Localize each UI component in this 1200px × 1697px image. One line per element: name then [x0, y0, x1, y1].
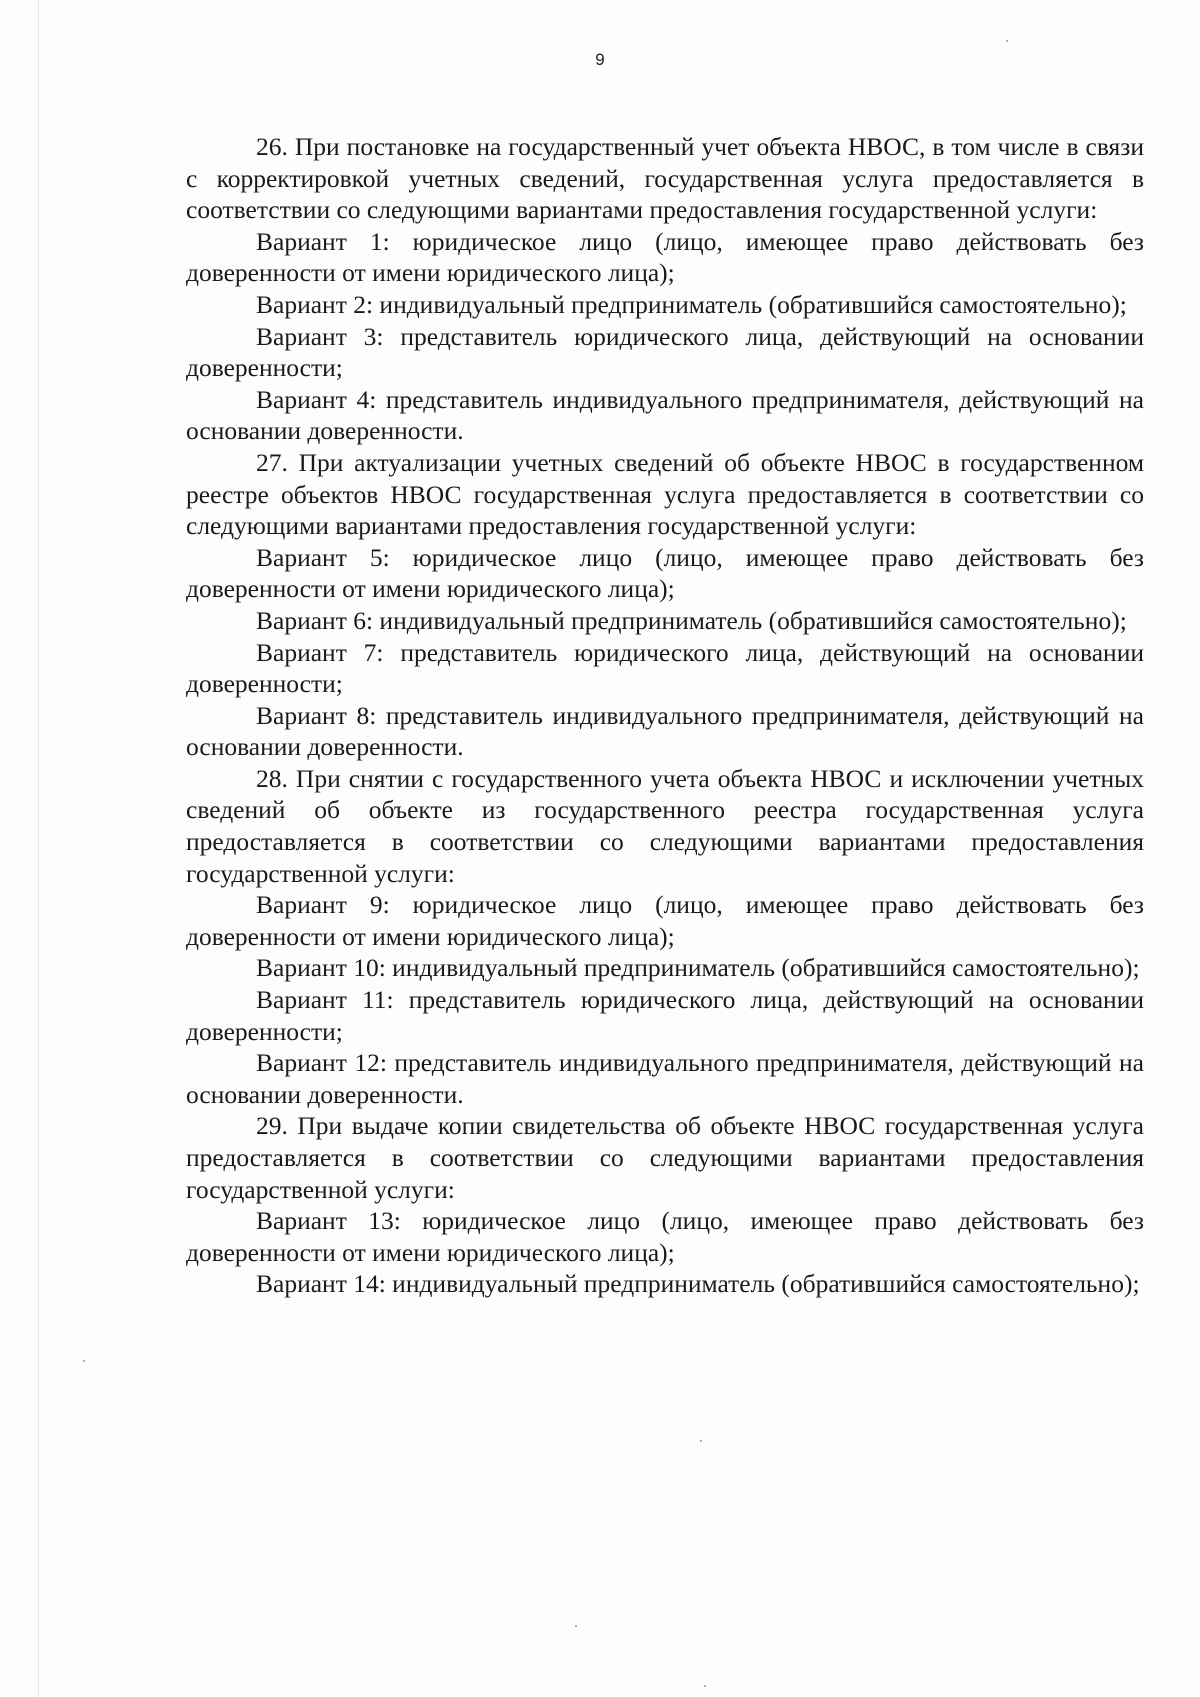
variant-14: Вариант 14: индивидуальный предприниматель (обратившийся самостоятельно); [256, 1269, 1140, 1299]
page-number: 9 [595, 50, 605, 69]
variant-3: Вариант 3: представитель юридического лица, действующий на основании доверенности; [186, 321, 1144, 383]
variant-5: Вариант 5: юридическое лицо (лицо, имеющее право действовать без доверенности от имени юридического лица); [186, 542, 1144, 604]
scan-speck [1006, 40, 1008, 42]
variant-2: Вариант 2: индивидуальный предприниматель (обратившийся самостоятельно); [256, 289, 1127, 319]
paragraph-28: 28. При снятии с государственного учета объекта НВОС и исключении учетных сведений об объекте из государственного реестра государственная услуга предоставляется в соответствии со следующими вариантами предоставления государственной услуги: [186, 763, 1144, 888]
variant-10: Вариант 10: индивидуальный предприниматель (обратившийся самостоятельно); [256, 953, 1140, 983]
variant-9: Вариант 9: юридическое лицо (лицо, имеющее право действовать без доверенности от имени юридического лица); [186, 890, 1144, 951]
variant-11: Вариант 11: представитель юридического лица, действующий на основании доверенности; [186, 985, 1144, 1046]
variant-8: Вариант 8: представитель индивидуального предпринимателя, действующий на основании доверенности. [186, 700, 1144, 762]
variant-13: Вариант 13: юридическое лицо (лицо, имеющее право действовать без доверенности от имени юридического лица); [186, 1206, 1144, 1267]
variant-12: Вариант 12: представитель индивидуального предпринимателя, действующий на основании доверенности. [186, 1048, 1144, 1109]
scan-speck [83, 1360, 85, 1362]
variant-4: Вариант 4: представитель индивидуального предпринимателя, действующий на основании доверенности. [186, 384, 1144, 446]
paragraph-27: 27. При актуализации учетных сведений об объекте НВОС в государственном реестре объектов НВОС государственная услуга предоставляется в соответствии со следующими вариантами предоставления государственной услуги: [186, 447, 1144, 541]
paragraph-26: 26. При постановке на государственный учет объекта НВОС, в том числе в связи с корректировкой учетных сведений, государственная услуга предоставляется в соответствии со следующими вариантами предоставления государственной услуги: [186, 132, 1144, 225]
variant-7: Вариант 7: представитель юридического лица, действующий на основании доверенности; [186, 637, 1144, 699]
scan-edge-line [38, 0, 39, 1697]
document-body [186, 131, 1144, 1300]
variant-6: Вариант 6: индивидуальный предприниматель (обратившийся самостоятельно); [256, 605, 1127, 635]
paragraph-29: 29. При выдаче копии свидетельства об объекте НВОС государственная услуга предоставляется в соответствии со следующими вариантами предоставления государственной услуги: [186, 1111, 1144, 1204]
variant-1: Вариант 1: юридическое лицо (лицо, имеющее право действовать без доверенности от имени юридического лица); [186, 226, 1144, 288]
scan-speck [704, 1685, 706, 1687]
scan-speck [575, 1625, 577, 1627]
scan-speck [700, 1440, 702, 1442]
